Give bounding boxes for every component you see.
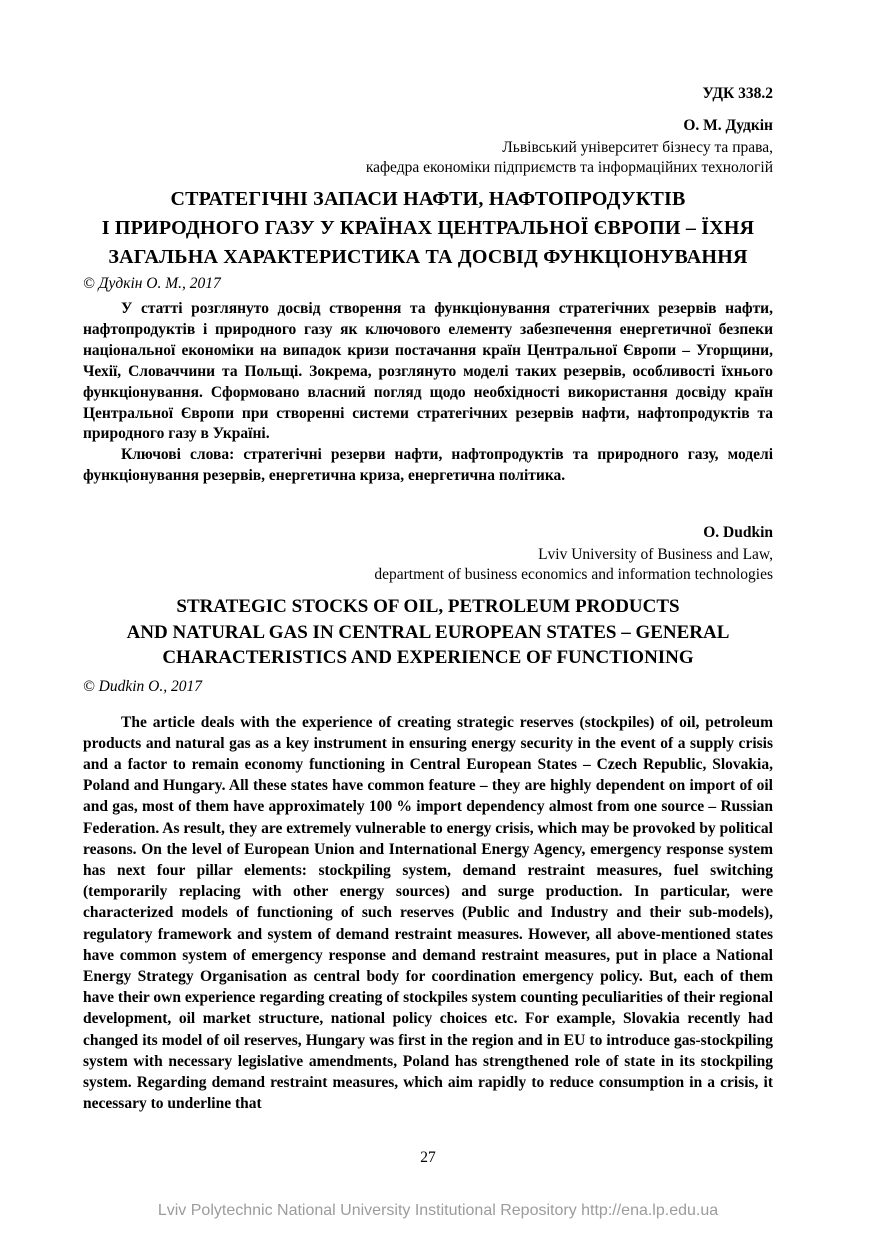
section-english [83,523,773,1114]
keywords-ua: Ключові слова: стратегічні резерви нафти, нафтопродуктів та природного газу, моделі функціонування резервів, енергетична криза, енергетична політика. [83,446,773,485]
article-title-ua [83,185,773,272]
article-title-en-line2: AND NATURAL GAS IN CENTRAL EUROPEAN STATES – GENERAL [126,621,730,643]
article-title-en [83,594,773,671]
affiliation-ua-line1: Львівський університет бізнесу та права, [502,139,773,156]
page-number: 27 [420,1149,436,1166]
udc-code: УДК 338.2 [702,85,773,102]
article-title-en-line1: STRATEGIC STOCKS OF OIL, PETROLEUM PRODUCTS [176,596,680,617]
section-ukrainian [83,84,773,487]
abstract-ua: У статті розглянуто досвід створення та функціонування стратегічних резервів нафти, нафтопродуктів і природного газу як ключового елементу забезпечення енергетичної безпеки національної економіки на випадок кризи постачання країн Центральної Європи – Угорщини, Чехії, Словаччини та Польщі. Зокрема, розглянуто моделі таких резервів, особливості їхнього функціонування. Сформовано власний погляд щодо необхідності використання досвіду країн Центральної Європи при створенні системи стратегічних резервів нафти, нафтопродуктів та природного газу в Україні. [83,300,773,443]
affiliation-en-line2: department of business economics and information technologies [374,566,773,583]
repository-footer: Lviv Polytechnic National University Institutional Repository http://ena.lp.edu.ua [157,1202,719,1219]
copyright-notice-en: © Dudkin O., 2017 [83,677,202,695]
affiliation-en-line1: Lviv University of Business and Law, [538,546,773,563]
article-title-ua-line1: СТРАТЕГІЧНІ ЗАПАСИ НАФТИ, НАФТОПРОДУКТІВ [170,188,686,210]
author-name-en: O. Dudkin [703,524,773,541]
article-title-ua-line3: ЗАГАЛЬНА ХАРАКТЕРИСТИКА ТА ДОСВІД ФУНКЦІОНУВАННЯ [108,246,748,268]
article-title-ua-line2: І ПРИРОДНОГО ГАЗУ У КРАЇНАХ ЦЕНТРАЛЬНОЇ ЄВРОПИ – ЇХНЯ [101,217,755,239]
affiliation-ua-line2: кафедра економіки підприємств та інформаційних технологій [365,159,773,176]
abstract-en: The article deals with the experience of creating strategic reserves (stockpiles) of oil, petroleum products and natural gas as a key instrument in ensuring energy security in the event of a supply crisis and a factor to remain economy functioning in Central European States – Czech Republic, Slovakia, Poland and Hungary. All these states have common feature – they are highly dependent on import of oil and gas, most of them have approximately 100 % import dependency almost from one source – Russian Federation. As result, they are extremely vulnerable to energy crisis, which may be provoked by political reasons. On the level of European Union and International Energy Agency, emergency response system has next four pillar elements: stockpiling system, demand restraint measures, fuel switching (temporarily replacing with other energy sources) and surge production. In particular, were characterized models of functioning of such reserves (Public and Industry and their sub-models), regulatory framework and system of demand restraint measures. However, all above-mentioned states have common system of emergency response and demand restraint measures, put in place a National Energy Strategy Organisation as central body for coordination emergency policy. But, each of them have their own experience regarding creating of stockpiles system counting peculiarities of their regional development, oil market structure, national policy choices etc. For example, Slovakia recently had changed its model of oil reserves, Hungary was first in the region and in EU to introduce gas-stockpiling system with necessary legislative amendments, Poland has strengthened role of state in its stockpiling system. Regarding demand restraint measures, which aim rapidly to reduce consumption in a crisis, it necessary to underline that [83,713,773,1113]
copyright-notice-ua: © Дудкін О. М., 2017 [83,275,221,292]
article-title-en-line3: CHARACTERISTICS AND EXPERIENCE OF FUNCTIONING [162,647,694,668]
author-name-ua: О. М. Дудкін [683,117,773,134]
